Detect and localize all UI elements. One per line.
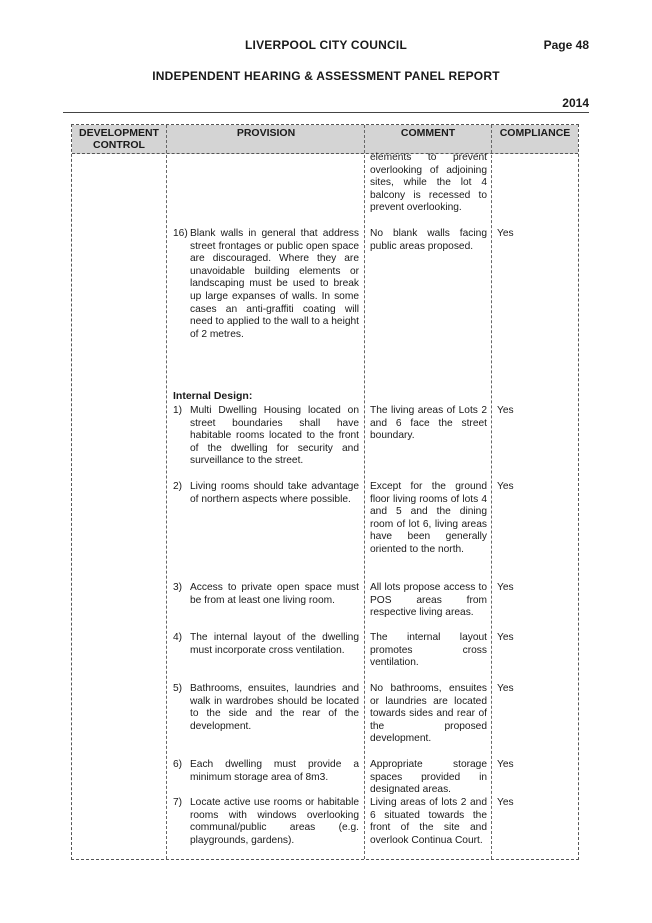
row-number: 3) [173, 582, 183, 593]
provision-text: The internal layout of the dwelling must incorporate cross ventilation. [190, 632, 359, 656]
comment-text: The living areas of Lots 2 and 6 face the street boundary. [370, 405, 487, 442]
column-divider [166, 125, 167, 859]
comment-text: All lots propose access to POS areas from respective living areas. [370, 582, 487, 619]
report-title: INDEPENDENT HEARING & ASSESSMENT PANEL REPORT [152, 69, 500, 83]
comment-text: No bathrooms, ensuites or laundries are located towards sides and rear of the proposed development. [370, 683, 487, 745]
compliance-value: Yes [497, 797, 514, 808]
compliance-value: Yes [497, 632, 514, 643]
comment-text: Except for the ground floor living rooms of lots 4 and 5 and the dining room of lot 6, living areas have been generally oriented to the north. [370, 481, 487, 555]
table-header-row [72, 125, 578, 154]
comment-text: No blank walls facing public areas proposed. [370, 228, 487, 252]
section-heading: Internal Design: [173, 390, 253, 402]
column-header-development-control: DEVELOPMENT CONTROL [79, 127, 159, 151]
comment-text: Living areas of lots 2 and 6 situated towards the front of the site and overlook Continua Court. [370, 797, 487, 846]
comment-text: The internal layout promotes cross ventilation. [370, 632, 487, 669]
provision-text: Blank walls in general that address street frontages or public open space are discouraged. Where they are unavoidable building elements or landscaping must be used to break up large expanses of walls. In some cases an anti-graffiti coating will need to applied to the wall to a height of 2 metres. [190, 228, 359, 340]
provision-text: Locate active use rooms or habitable rooms with windows overlooking communal/public areas (e.g. playgrounds, gardens). [190, 797, 359, 846]
header-divider [63, 112, 589, 113]
provision-text: Each dwelling must provide a minimum storage area of 8m3. [190, 759, 359, 783]
compliance-value: Yes [497, 405, 514, 416]
report-year: 2014 [562, 96, 589, 110]
continued-comment: elements to prevent overlooking of adjoining sites, while the lot 4 balcony is recessed to prevent overlooking. [370, 152, 487, 214]
column-divider [364, 125, 365, 859]
provision-text: Bathrooms, ensuites, laundries and walk in wardrobes should be located to the side and the rear of the development. [190, 683, 359, 732]
comment-text: Appropriate storage spaces provided in designated areas. [370, 759, 487, 796]
compliance-value: Yes [497, 481, 514, 492]
compliance-value: Yes [497, 582, 514, 593]
page-number: Page 48 [543, 38, 589, 52]
provision-text: Multi Dwelling Housing located on street boundaries shall have habitable rooms located to the front of the dwelling for security and surveillance to the street. [190, 405, 359, 467]
row-number: 7) [173, 797, 183, 808]
compliance-value: Yes [497, 683, 514, 694]
column-header-compliance: COMPLIANCE [499, 127, 571, 139]
row-number: 4) [173, 632, 183, 643]
column-header-provision: PROVISION [236, 127, 296, 139]
row-number: 2) [173, 481, 183, 492]
council-name: LIVERPOOL CITY COUNCIL [245, 38, 407, 52]
compliance-table [71, 124, 579, 860]
compliance-value: Yes [497, 759, 514, 770]
row-number: 16) [173, 228, 188, 239]
row-number: 1) [173, 405, 183, 416]
provision-text: Living rooms should take advantage of northern aspects where possible. [190, 481, 359, 505]
provision-text: Access to private open space must be from at least one living room. [190, 582, 359, 606]
row-number: 5) [173, 683, 183, 694]
column-divider [491, 125, 492, 859]
compliance-value: Yes [497, 228, 514, 239]
row-number: 6) [173, 759, 183, 770]
column-header-comment: COMMENT [400, 127, 456, 139]
